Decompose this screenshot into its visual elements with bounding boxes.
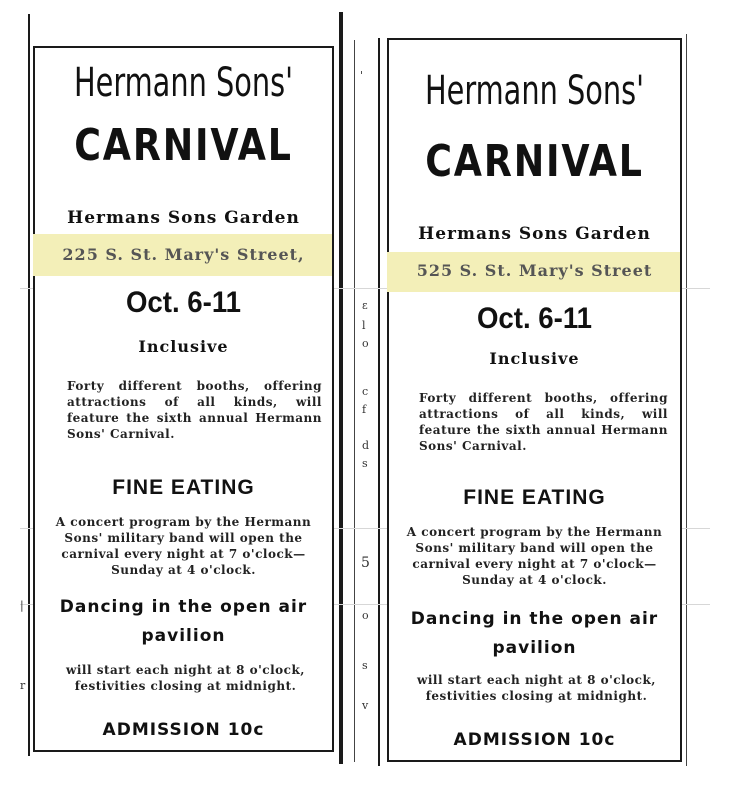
ad-title-line1: Hermann Sons' bbox=[424, 68, 645, 114]
ad-address: 525 S. St. Mary's Street bbox=[416, 261, 653, 280]
column-rule-center bbox=[339, 12, 343, 764]
column-fragment-text: ε bbox=[362, 299, 368, 312]
ad-venue: Hermans Sons Garden bbox=[418, 224, 651, 244]
column-fragment-text: s bbox=[362, 457, 368, 470]
column-fragment-text: ' bbox=[360, 69, 364, 82]
ad-fine-eating: FINE EATING bbox=[463, 486, 606, 509]
ad-address: 225 S. St. Mary's Street, bbox=[62, 245, 305, 264]
ad-inclusive: Inclusive bbox=[138, 337, 229, 356]
ad-title-carnival: CARNIVAL bbox=[425, 136, 644, 187]
ad-venue: Hermans Sons Garden bbox=[67, 208, 300, 228]
column-fragment-text: o bbox=[362, 337, 369, 350]
ad-dates: Oct. 6-11 bbox=[125, 286, 242, 319]
ad-title-line1: Hermann Sons' bbox=[73, 60, 294, 106]
ad-admission: ADMISSION 10c bbox=[453, 730, 616, 750]
ad-intro-paragraph: Forty different booths, offering attractions of all kinds, will feature the sixth annual Hermann Sons' Carnival. bbox=[67, 379, 322, 441]
column-fragment-text: | bbox=[20, 599, 24, 612]
ad-inclusive: Inclusive bbox=[489, 349, 580, 368]
ad-dancing-detail: will start each night at 8 o'clock, festivities closing at midnight. bbox=[66, 663, 305, 693]
ad-intro-paragraph: Forty different booths, offering attractions of all kinds, will feature the sixth annual Hermann Sons' Carnival. bbox=[419, 391, 668, 453]
ad-dancing-detail: will start each night at 8 o'clock, festivities closing at midnight. bbox=[417, 673, 656, 703]
column-fragment-text: o bbox=[362, 609, 369, 622]
ad-dancing-heading: Dancing in the open air pavilion bbox=[410, 609, 659, 658]
column-rule-right-outer bbox=[378, 38, 380, 766]
column-fragment-text: c bbox=[362, 385, 369, 398]
column-rule-center-thin bbox=[354, 40, 355, 762]
ad-concert-paragraph: A concert program by the Hermann Sons' military band will open the carnival every night at 7 o'clock—Sunday at 4 o'clock. bbox=[55, 515, 312, 577]
ad-title-carnival: CARNIVAL bbox=[74, 120, 293, 171]
ad-dancing-heading: Dancing in the open air pavilion bbox=[59, 597, 308, 646]
column-fragment-text: r bbox=[20, 679, 26, 692]
advertisement-left bbox=[33, 46, 334, 752]
ad-admission: ADMISSION 10c bbox=[102, 720, 265, 740]
advertisement-right bbox=[387, 38, 682, 762]
ad-dates: Oct. 6-11 bbox=[476, 302, 593, 335]
ad-concert-paragraph: A concert program by the Hermann Sons' military band will open the carnival every night at 7 o'clock—Sunday at 4 o'clock. bbox=[406, 525, 663, 587]
column-fragment-text: d bbox=[362, 439, 370, 452]
column-fragment-text: s bbox=[362, 659, 368, 672]
column-fragment-text: 5 bbox=[361, 555, 370, 571]
column-fragment-text: v bbox=[362, 699, 369, 712]
column-fragment-text: f bbox=[362, 403, 367, 416]
column-fragment-text: l bbox=[362, 319, 366, 332]
column-rule-right-edge bbox=[686, 34, 687, 766]
ad-fine-eating: FINE EATING bbox=[112, 476, 255, 499]
column-rule-left-outer bbox=[28, 14, 30, 756]
